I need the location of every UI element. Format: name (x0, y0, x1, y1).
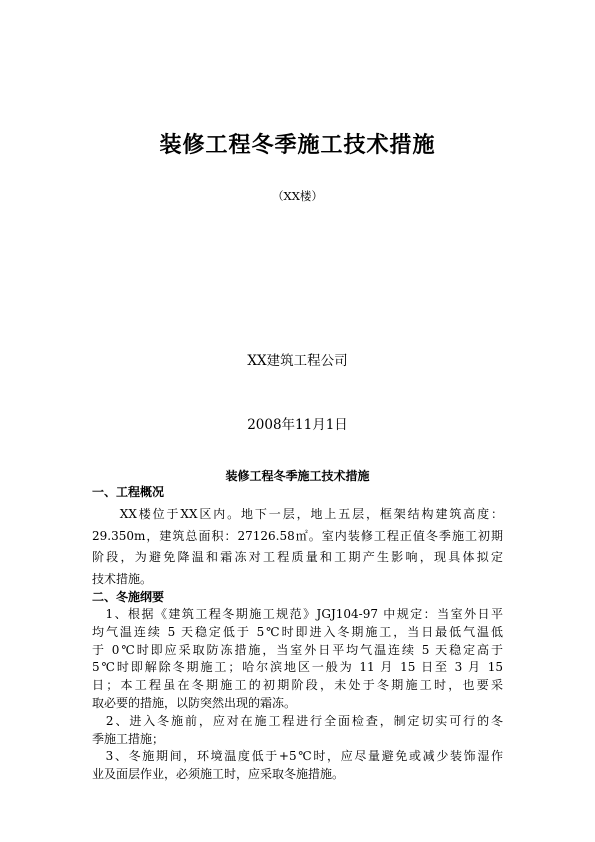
paragraph-line: 1、根据《建筑工程冬期施工规范》JGJ104-97 中规定：当室外日平 (92, 607, 503, 621)
paragraph-line: 季施工措施； (92, 731, 165, 746)
paragraph-line: 29.350m，建筑总面积：27126.58㎡。室内装修工程正值冬季施工初期 (92, 528, 503, 543)
paragraph-line: 技术措施。 (92, 571, 153, 586)
cover-title: 装修工程冬季施工技术措施 (159, 132, 436, 158)
paragraph-line: 于 0℃时即应采取防冻措施，当室外日平均气温连续 5 天稳定高于 (92, 642, 503, 657)
cover-company: XX建筑工程公司 (247, 353, 348, 369)
section-paragraph-overview (92, 504, 503, 590)
paragraph-line: 均气温连续 5 天稳定低于 5℃时即进入冬期施工，当日最低气温低 (92, 624, 503, 639)
paragraph-line: 取必要的措施，以防突然出现的霜冻。 (92, 695, 297, 710)
paragraph-line: 业及面层作业，必须施工时，应采取冬施措施。 (92, 767, 345, 782)
paragraph-line: 阶段，为避免降温和霜冻对工程质量和工期产生影响，现具体拟定 (92, 550, 503, 564)
cover-date: 2008年11月1日 (247, 417, 348, 433)
document-title: 装修工程冬季施工技术措施 (225, 469, 370, 483)
section-paragraph-winter-outline (92, 606, 503, 784)
paragraph-line: 日；本工程虽在冬期施工的初期阶段，未处于冬期施工时，也要采 (92, 678, 503, 693)
section-heading-overview: 一、工程概况 (92, 485, 165, 499)
paragraph-line: XX楼位于XX区内。地下一层，地上五层，框架结构建筑高度： (92, 507, 503, 521)
section-heading-winter-outline: 二、冬施纲要 (92, 590, 165, 604)
paragraph-line: 2、进入冬施前，应对在施工程进行全面检查，制定切实可行的冬 (92, 713, 503, 728)
cover-subtitle: （XX楼） (272, 189, 323, 203)
paragraph-line: 5℃时即解除冬期施工；哈尔滨地区一般为 11 月 15 日至 3 月 15 (92, 660, 503, 675)
paragraph-line: 3、冬施期间，环境温度低于+5℃时，应尽量避免或减少装饰湿作 (92, 749, 503, 764)
